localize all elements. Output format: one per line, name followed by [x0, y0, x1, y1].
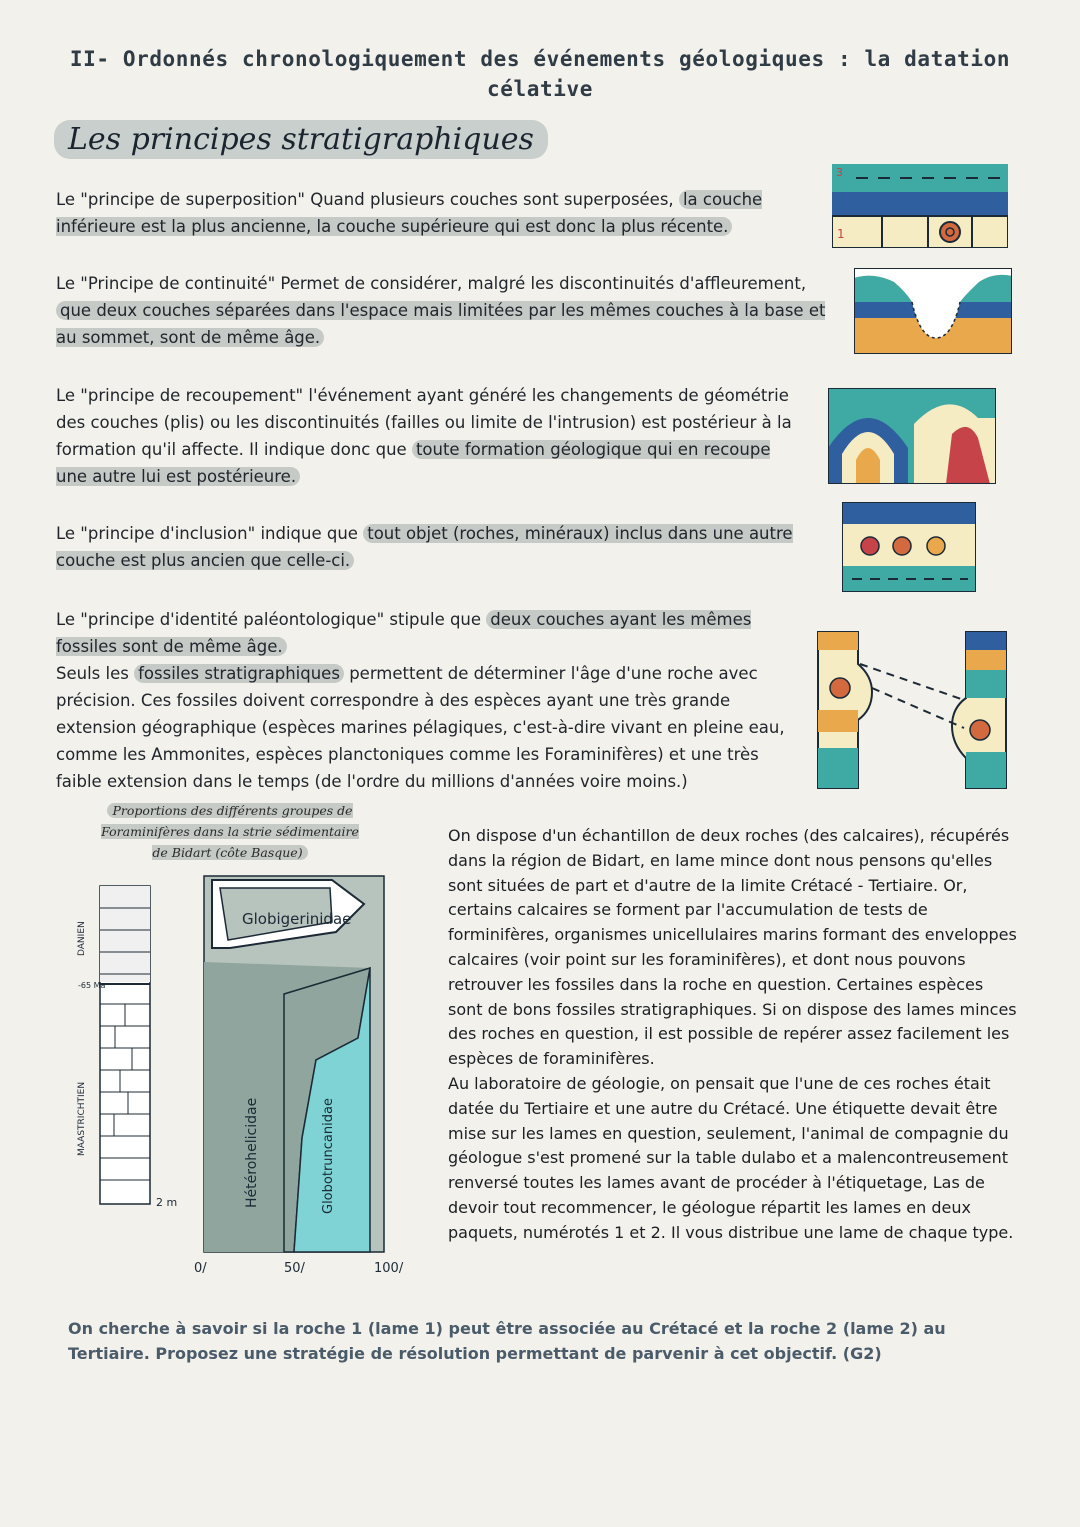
ammonite-icon: [940, 222, 960, 242]
strati-column: [100, 886, 150, 1204]
recoupement-diagram: [828, 388, 996, 484]
identite-ammonite-left: [830, 678, 850, 698]
context-text: [448, 824, 1018, 1246]
page-title: II- Ordonnés chronologiquement des événements géologiques : la datation célative: [69, 47, 1011, 101]
identite-left-top: [818, 632, 858, 650]
superposition-diagram: [832, 164, 1008, 248]
inclusion-pebble-2: [893, 537, 911, 555]
superposition-highlight: la couche inférieure est la plus ancienne, la couche supérieure qui est donc la plus récente.: [56, 190, 763, 236]
identite-highlight: deux couches ayant les mêmes fossiles sont de même âge.: [56, 610, 752, 656]
label-globigerinidae: Globigerinidae: [242, 910, 352, 928]
question-text: On cherche à savoir si la roche 1 (lame 1) peut être associée au Crétacé et la roche 2 (lame 2) au Tertiaire. Proposez une stratégie de résolution permettant de parvenir à cet objectif. (G2): [68, 1319, 946, 1363]
x-tick-label: 50/: [284, 1261, 305, 1276]
layer-label-1: 1: [837, 227, 845, 241]
identite-right-orange: [966, 650, 1006, 670]
continuite-lead: Le "Principe de continuité" Permet de considérer, malgré les discontinuités d'affleurement,: [56, 274, 807, 293]
principle-continuite: [56, 270, 826, 351]
layer-label-3: 3: [836, 166, 843, 179]
inclusion-lead: Le "principe d'inclusion" indique que: [56, 524, 358, 543]
section-heading: Les principes stratigraphiques: [54, 120, 548, 159]
inclusion-top-layer: [842, 502, 976, 524]
superposition-layer-2: [832, 192, 1008, 216]
identite-right-blue: [966, 632, 1006, 650]
chart-plot: [204, 876, 384, 1252]
identite-correlation-1: [872, 688, 964, 728]
boundary-label: -65 Ma: [78, 981, 106, 990]
identite-ammonite-right: [970, 720, 990, 740]
inclusion-pebble-3: [927, 537, 945, 555]
label-globotruncanidae: Globotruncanidae: [321, 1098, 336, 1214]
stage-danien: DANIEN: [77, 921, 87, 956]
continuite-highlight: que deux couches séparées dans l'espace mais limitées par les mêmes couches à la base et au sommet, sont de même âge.: [56, 301, 826, 347]
superposition-lead: Le "principe de superposition" Quand plusieurs couches sont superposées,: [56, 190, 674, 209]
identite-correlation-2: [860, 664, 964, 700]
x-ticks: [194, 1261, 404, 1276]
context-paragraph-1: On dispose d'un échantillon de deux roches (des calcaires), récupérés dans la région de Bidart, en lame mince dont nous pensons qu'elles sont situées de part et d'autre de la limite Crétacé - Tertiaire. Or, certains calcaires se forment par l'accumulation de tests de forminifères, organismes unicellulaires marins formant des enveloppes calcaires (voir point sur les foraminifères), et dont nous pouvons retrouver les fossiles dans la roche en question. Certaines espèces sont de bons fossiles stratigraphiques. Si on dispose des lames minces des roches en question, il est possible de repérer assez facilement les espèces de foraminifères.: [448, 826, 1017, 1069]
x-tick-label: 100/: [374, 1261, 404, 1276]
identite-left-teal: [818, 748, 858, 788]
stage-maastrichtien: MAASTRICHTIEN: [77, 1081, 87, 1156]
continuite-diagram: [854, 268, 1012, 354]
identite-left-orange: [818, 710, 858, 732]
context-paragraph-2: Au laboratoire de géologie, on pensait que l'une de ces roches était datée du Tertiaire et une autre du Crétacé. Une étiquette devait être mise sur les lames en question, seulement, l'animal de compagnie du géologue s'est promené sur la table dulabo et a malencontreusement renversé toutes les lames avant de procéder à l'étiquetage, Las de devoir tout recommencer, le géologue répartit les lames en deux paquets, numérotés 1 et 2. Il vous distribue une lame de chaque type.: [448, 1073, 1014, 1242]
foraminifera-chart: [70, 868, 430, 1284]
recoupement-lead: Le "principe de recoupement" l'événement ayant généré les changements de géométrie des couches (plis) ou les discontinuités (failles ou limite de l'intrusion) est postérieur à la formation qu'il affecte. Il indique donc que: [56, 386, 792, 459]
identite-diagram: [812, 628, 1012, 792]
principle-recoupement: [56, 382, 806, 490]
identite-lead: Le "principe d'identité paléontologique" stipule que: [56, 610, 482, 629]
inclusion-pebble-1: [861, 537, 879, 555]
identite-right-teal: [966, 670, 1006, 698]
identite-seuls-b: permettent de déterminer l'âge d'une roche avec précision. Ces fossiles doivent correspondre à des espèces ayant une très grande extension géographique (espèces marines pélagiques, c'est-à-dire vivant en pleine eau, comme les Ammonites, espèces planctoniques comme les Foraminifères) et une très faible extension dans le temps (de l'ordre du millions d'années voire moins.): [56, 664, 785, 791]
principle-inclusion: [56, 520, 796, 574]
identite-seuls-a: Seuls les: [56, 664, 129, 683]
inclusion-diagram: [842, 502, 976, 592]
chart-title: Proportions des différents groupes de Foraminifères dans la strie sédimentaire de Bidart (côte Basque): [101, 803, 359, 860]
scale-label: 2 m: [156, 1196, 178, 1209]
identite-seuls-highlight: fossiles stratigraphiques: [134, 664, 344, 683]
continuite-mid-left: [854, 302, 920, 318]
principle-identite: [56, 606, 796, 795]
recoupement-highlight: toute formation géologique qui en recoupe une autre lui est postérieure.: [56, 440, 771, 486]
inclusion-highlight: tout objet (roches, minéraux) inclus dans une autre couche est plus ancien que celle-ci.: [56, 524, 793, 570]
identite-right-bottom: [966, 752, 1006, 788]
label-heterohelicidae: Hétérohelicidae: [244, 1097, 260, 1208]
x-tick-label: 0/: [194, 1261, 207, 1276]
principle-superposition: [56, 186, 796, 240]
